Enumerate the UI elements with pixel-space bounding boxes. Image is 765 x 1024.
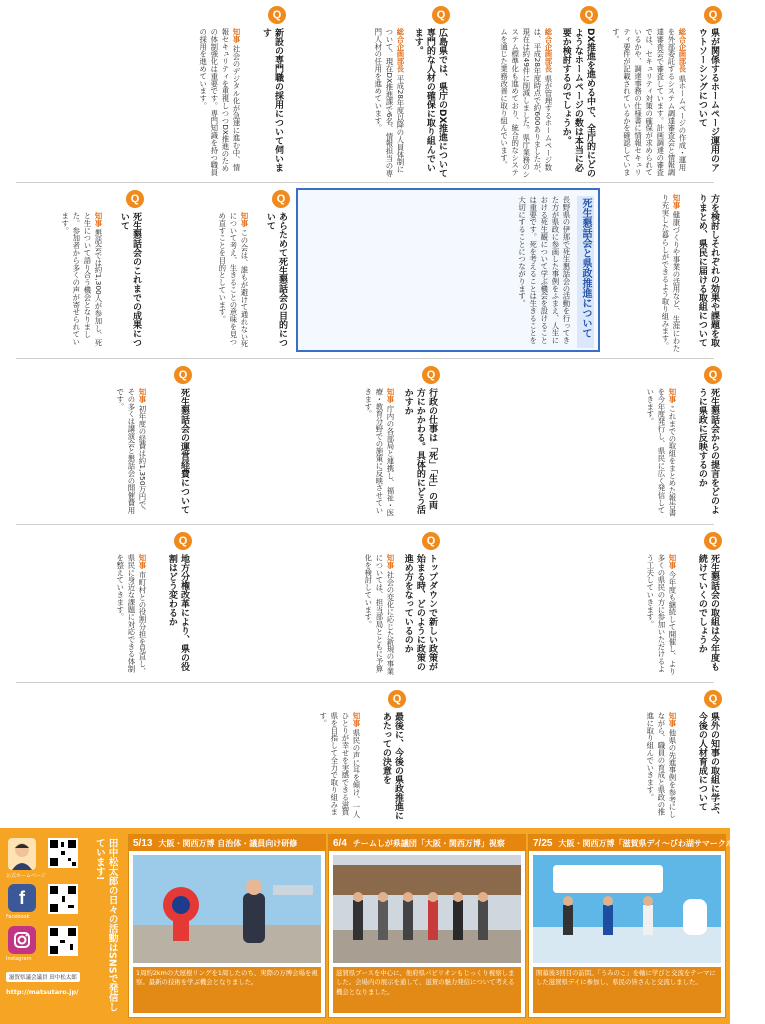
expo-team-visit-photo [333, 855, 521, 963]
answer-speaker: 知事 [94, 212, 103, 227]
answer-text [20, 212, 104, 352]
answer-body: 県が管理するホームページ数は、平成28年度時点で約600ありましたが、現在は約49件に削減しました。県庁業務のシステム標準化も進めており、統合的なシステムを通じた業務改善に取り組んでいます。 [499, 28, 553, 179]
question-badge-icon: Q [422, 532, 440, 550]
qa-block [604, 6, 722, 174]
qa-block [16, 6, 286, 174]
photo-card [128, 834, 326, 1018]
question-badge-icon: Q [704, 690, 722, 708]
answer-body: 市町村との役割分担を見直し、県民に身近な課題に対応できる体制を整えていきます。 [115, 554, 147, 675]
answer-text [154, 212, 250, 352]
qa-block [522, 532, 722, 674]
feature-body: 長野県の伊那で死生懇話会の活動を行ってきた方が県政に参画した事例をふまえ、人生における死生観について学ぶ機会を設けることは重要です。死を考えることは生きることを大切にすることにつながります。 [517, 196, 571, 344]
instagram-icon[interactable] [8, 926, 36, 954]
qa-row-1 [0, 0, 730, 180]
question-text: 新設の専門職の採用について伺います [260, 28, 283, 172]
feature-article-box [296, 188, 600, 352]
question-text: 最後に、今後の県政推進にあたっての決意を [380, 712, 403, 820]
facebook-icon[interactable]: f [8, 884, 36, 912]
question-text: トップダウンで新しい政策が始まる時、どのように政策の進め方をなっているのか [402, 554, 437, 671]
question-badge-icon: Q [272, 190, 290, 208]
qa-block [300, 6, 450, 178]
answer-body: 庁内の各部局と連携し、福祉・医療・教育分野での施策に反映させていきます。 [363, 388, 395, 517]
qa-block [604, 190, 722, 350]
sns-title: 田中松太郎の日々の活動はSNSで発信しています! [93, 838, 118, 1012]
photo-card-header [529, 835, 765, 851]
answer-text [606, 28, 688, 178]
question-badge-icon: Q [704, 532, 722, 550]
answer-body: 社会の変化に応じた新規の事業については、担当部局とともに予算化を検討しています。 [363, 554, 395, 675]
question-badge-icon: Q [580, 6, 598, 24]
row-divider [16, 524, 714, 525]
qa-row-4 [0, 526, 730, 680]
question-text: 地方分権改革により、県の役割はどう変わるか [166, 554, 189, 671]
question-text: 死生懇話会からの提言をどのように県政に反映するのか [696, 388, 719, 514]
qa-block [422, 690, 722, 818]
answer-speaker: 総合企画部長 [396, 28, 405, 73]
answer-text [606, 194, 682, 354]
answer-body: これまでの取組をまとめた報告書を今年度発行し、県民に広く発信していきます。 [645, 388, 677, 517]
homepage-qr-code[interactable] [48, 838, 78, 868]
question-text: 県外の知事の取組に学ぶ、今後の人材育成について [696, 712, 719, 820]
answer-body: 平成28年度以降の人員体制について、現在DX推進課で6名、情報担当の専門人材の任用を進めています。 [373, 28, 405, 177]
question-text: 死生懇話会のこれまでの成果について [118, 212, 141, 347]
site-url[interactable]: http://matsutaro.jp/ [6, 988, 79, 996]
row-divider [16, 682, 714, 683]
question-badge-icon: Q [432, 6, 450, 24]
answer-text [20, 554, 148, 678]
facebook-label: Facebook [6, 914, 30, 920]
question-badge-icon: Q [174, 366, 192, 384]
qa-block [16, 366, 192, 516]
photo-caption: 1周約2kmの大屋根リングを1周したのち、実際の万博会場を視察。最新の技術を学ぶ機会となりました。 [133, 967, 321, 1013]
photo-title: 大阪・関西万博 自治体・議員向け研修 [158, 838, 298, 848]
photo-date: 7/25 [533, 837, 553, 849]
qa-row-2 [0, 184, 730, 356]
answer-speaker: 知事 [668, 388, 677, 403]
expo-training-photo [133, 855, 321, 963]
question-badge-icon: Q [704, 6, 722, 24]
answer-body: 初年度の経費は約1,350万円で、その多くは講演会と懇話会の開催費用です。 [115, 388, 147, 516]
instagram-label: Instagram [6, 956, 32, 962]
question-badge-icon: Q [268, 6, 286, 24]
answer-speaker: 知事 [352, 712, 361, 727]
answer-speaker: 知事 [668, 712, 677, 727]
answer-speaker: 知事 [672, 194, 681, 209]
qa-block [458, 6, 598, 179]
shiga-day-photo [533, 855, 721, 963]
answer-body: 社会のデジタル化が急速に進む中、情報セキュリティを重視しつつDX推進のための体制強化は重要です。専門知識を持つ職員の採用を進めています。 [198, 28, 241, 176]
answer-speaker: 知事 [386, 388, 395, 403]
photo-date: 6/4 [333, 837, 347, 849]
instagram-qr-code[interactable] [48, 926, 78, 956]
question-badge-icon: Q [422, 366, 440, 384]
question-badge-icon: Q [126, 190, 144, 208]
sns-sidebar [0, 828, 124, 1024]
row-divider [16, 358, 714, 359]
answer-speaker: 総合企画部長 [678, 28, 687, 73]
activity-photo-band [0, 828, 765, 1024]
answer-body: 他県の先進事例を参考にしながら、職員の育成と県政の推進に取り組んでいきます。 [645, 712, 677, 818]
question-text: 県が関係するホームページ運用のアウトソーシングについて [696, 28, 719, 172]
qa-block [16, 190, 144, 350]
answer-text [426, 712, 678, 822]
question-text: 方を検討しそれぞれの効果や課題を取りまとめ、県民に届ける取組について [696, 194, 719, 347]
answer-text [20, 712, 362, 822]
qa-row-5 [0, 684, 730, 824]
question-badge-icon: Q [704, 366, 722, 384]
qa-block [200, 532, 440, 674]
answer-speaker: 知事 [668, 554, 677, 569]
answer-text [204, 554, 396, 678]
photo-caption: 滋賀県ブースを中心に、他府県パビリオンもじっくり視察しました。会場内の展示を通して、滋賀の魅力発信について考える機会となりました。 [333, 967, 521, 1013]
question-badge-icon: Q [388, 690, 406, 708]
feature-title: 死生懇話会と県政推進について [577, 196, 594, 348]
answer-speaker: 知事 [138, 554, 147, 569]
answer-text [526, 388, 678, 518]
question-text: 広島県では、県庁のDX推進について専門的な人材の確保に取り組んでいます。 [412, 28, 447, 178]
answer-body: 今年度も継続して開催し、より多くの県民の方に参加いただけるよう工夫していきます。 [645, 554, 677, 675]
qa-row-3 [0, 360, 730, 522]
qa-block [522, 366, 722, 516]
answer-body: この会は、誰もが避けて通れない死について考え、生きることの意味を見つめ直すことを目的としています。 [217, 212, 249, 348]
row-divider [16, 182, 714, 183]
question-text: 死生懇話会の取組は今年度も続けていくのでしょうか [696, 554, 719, 671]
photo-title: 大阪・関西万博「滋賀県デイ〜びわ湖サマークルーズ〜」 [558, 838, 765, 848]
qa-block [200, 366, 440, 516]
photo-card [528, 834, 765, 1018]
facebook-qr-code[interactable] [48, 884, 78, 914]
answer-speaker: 知事 [138, 388, 147, 403]
answer-speaker: 知事 [386, 554, 395, 569]
account-label: 滋賀県議会議員 田中松太郎 [6, 972, 80, 982]
photo-card [328, 834, 526, 1018]
question-text: あらためて死生懇話会の目的について [264, 212, 287, 347]
answer-text [18, 28, 242, 178]
answer-speaker: 総合企画部長 [544, 28, 553, 73]
answer-text [526, 554, 678, 678]
answer-body: 県民の声に耳を傾け、一人ひとりが幸せを実感できる滋賀県を目指して全力で取り組みます。 [318, 712, 361, 818]
answer-body: 懇話会では約1,300人が参加し、死と生について語り合う機会となりました。参加者から多くの声が寄せられています。 [60, 212, 103, 347]
question-text: DX推進を進める中で、全庁的にどのようなホームページの数は本当に必要か検討するのでしょうか。 [560, 28, 595, 178]
question-text: 行政の仕事は「死」「生」の両方にかかわる。具体的にどう活かすか [402, 388, 437, 514]
photo-title: チームしが県議団「大阪・関西万博」視察 [352, 838, 505, 848]
photo-caption: 開幕後3回目の訪問。「うみのこ」を軸に学びと交流をテーマにした滋賀県デイに参加し、県民の皆さんと交流しました。 [533, 967, 721, 1013]
qa-block [16, 690, 406, 818]
photo-date: 5/13 [133, 837, 153, 849]
qa-block [150, 190, 290, 350]
answer-speaker: 知事 [240, 212, 249, 227]
homepage-label: 公式ホームページ [6, 873, 46, 879]
answer-text [20, 388, 148, 518]
photo-card-header [329, 835, 525, 851]
answer-speaker: 知事 [232, 28, 241, 43]
answer-text [302, 28, 406, 178]
answer-text [460, 28, 554, 178]
photo-card-header [129, 835, 325, 851]
answer-body: 県ホームページの作成・運用を外部委託するシステム調達審査会と情報調達審査会で審査しています。計画調達の審査では、セキュリティ対策の確保が求められているかや、調達事務の仕様書に情報セキュリティ要件が記載されているかを確認しています。 [611, 28, 687, 176]
qa-block [16, 532, 192, 674]
question-badge-icon: Q [174, 532, 192, 550]
question-text: 死生懇話会の運営経費について [179, 388, 189, 514]
answer-text [204, 388, 396, 518]
profile-avatar [8, 838, 36, 870]
answer-body: 健康づくりや事業の活用など、生涯にわたり充実した暮らしができるよう取り組みます。 [660, 194, 681, 352]
